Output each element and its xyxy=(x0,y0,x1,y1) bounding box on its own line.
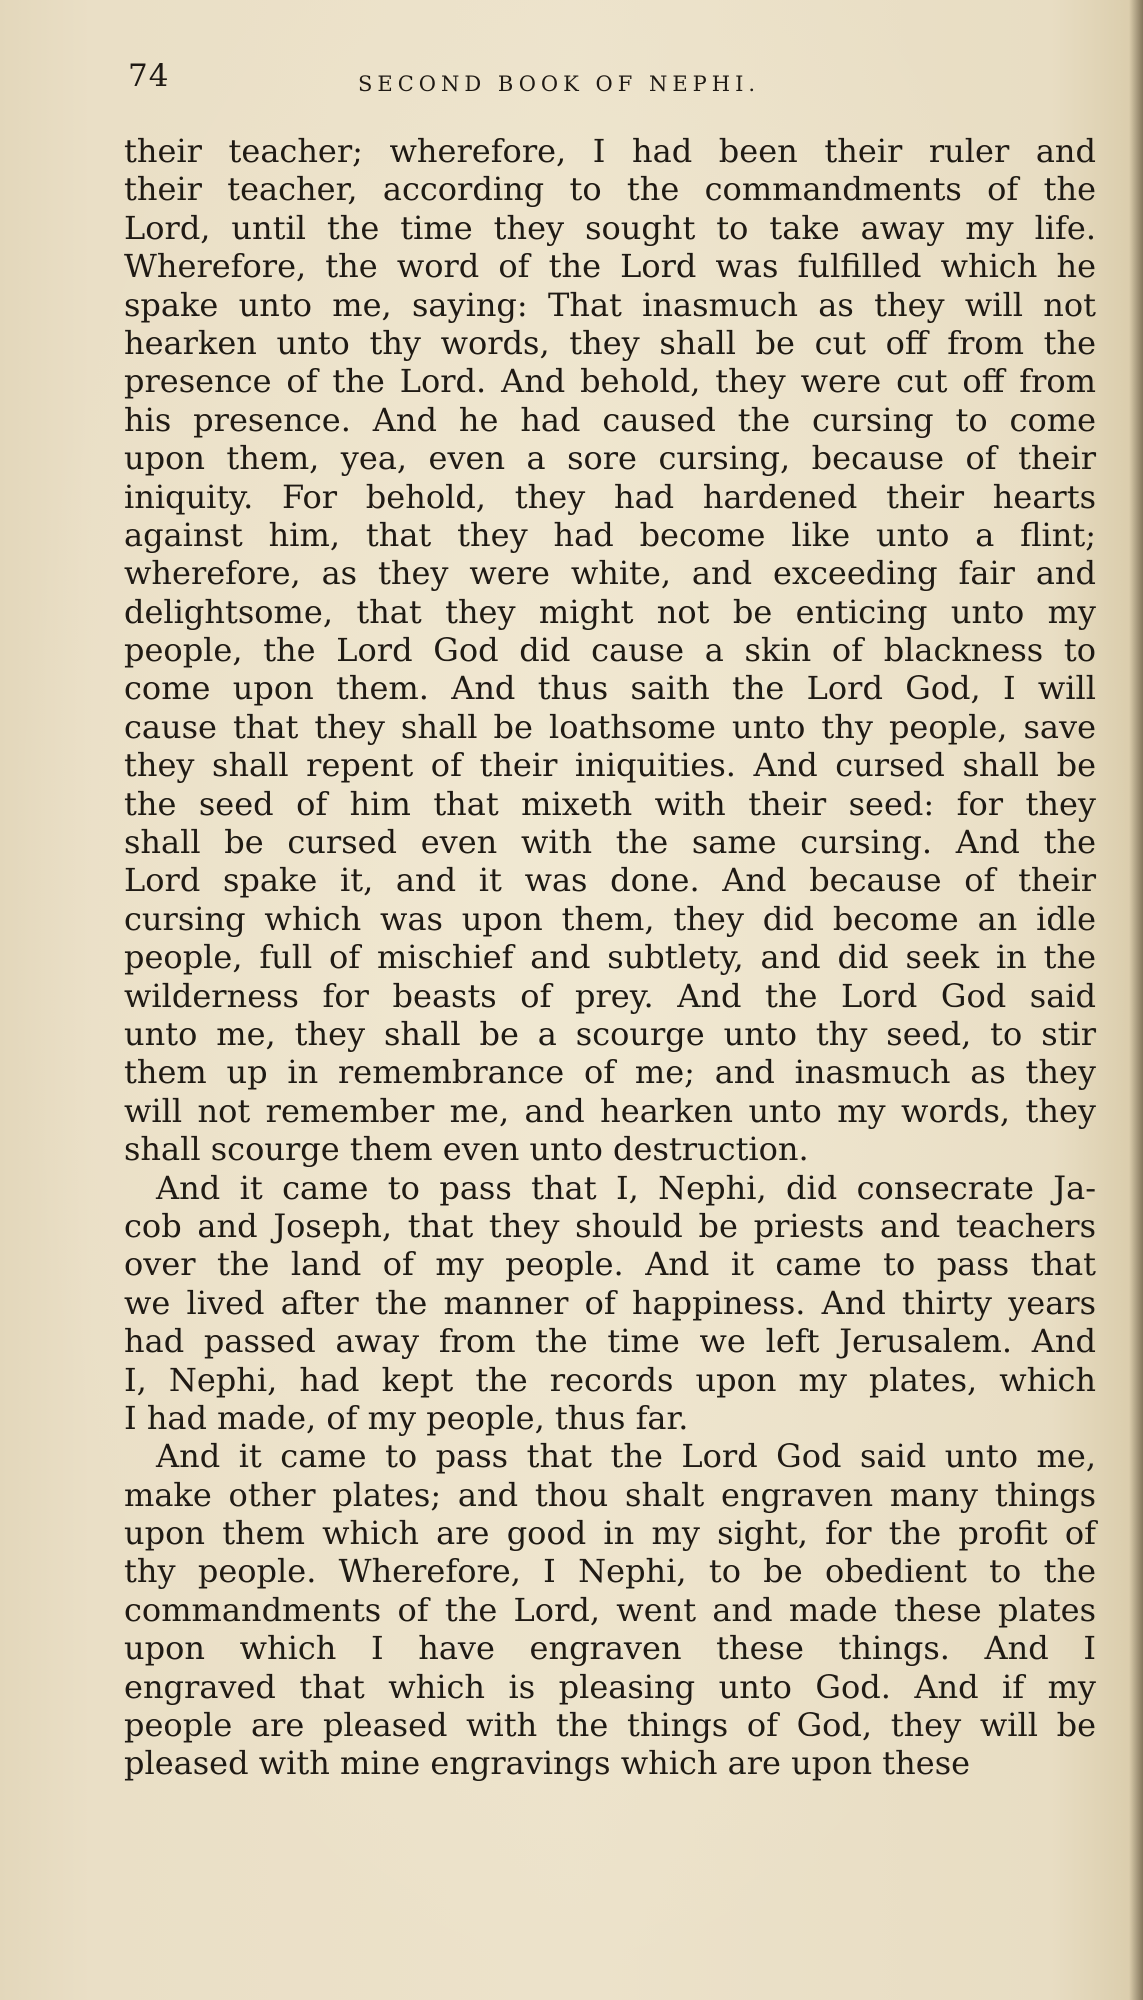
text-line: they shall repent of their iniquities. And cursed shall be xyxy=(124,746,1096,785)
text-line: shall be cursed even with the same cursing. And the xyxy=(124,823,1096,862)
text-line: upon them which are good in my sight, for the profit of xyxy=(124,1514,1096,1553)
text-line: hearken unto thy words, they shall be cut off from the xyxy=(124,323,1096,362)
text-line: over the land of my people. And it came to pass that xyxy=(124,1245,1096,1284)
text-line: thy people. Wherefore, I Nephi, to be obedient to the xyxy=(124,1552,1096,1591)
text-line: upon them, yea, even a sore cursing, because of their xyxy=(124,439,1096,478)
running-head: SECOND BOOK OF NEPHI. xyxy=(358,72,761,96)
paragraph xyxy=(124,1437,1096,1783)
text-line: them up in remembrance of me; and inasmuch as they xyxy=(124,1053,1096,1092)
text-line: presence of the Lord. And behold, they were cut off from xyxy=(124,362,1096,401)
text-line: people, the Lord God did cause a skin of blackness to xyxy=(124,631,1096,670)
text-line: delightsome, that they might not be enticing unto my xyxy=(124,592,1096,631)
text-line: upon which I have engraven these things. And I xyxy=(124,1629,1096,1668)
text-line: their teacher, according to the commandments of the xyxy=(124,170,1096,209)
text-line: iniquity. For behold, they had hardened their hearts xyxy=(124,477,1096,516)
text-line: And it came to pass that I, Nephi, did consecrate Ja- xyxy=(156,1168,1096,1207)
text-line: I, Nephi, had kept the records upon my plates, which xyxy=(124,1360,1096,1399)
text-line: had passed away from the time we left Jerusalem. And xyxy=(124,1322,1096,1361)
text-line: his presence. And he had caused the cursing to come xyxy=(124,400,1096,439)
text-line: pleased with mine engravings which are upon these xyxy=(124,1744,971,1783)
text-line: people, full of mischief and subtlety, and did seek in the xyxy=(124,938,1096,977)
text-line: shall scourge them even unto destruction. xyxy=(124,1130,809,1169)
text-line: engraved that which is pleasing unto God. And if my xyxy=(124,1667,1096,1706)
text-line: come upon them. And thus saith the Lord God, I will xyxy=(124,669,1096,708)
page-number: 74 xyxy=(128,58,170,94)
text-line: commandments of the Lord, went and made these plates xyxy=(124,1590,1096,1629)
text-line: Wherefore, the word of the Lord was fulfilled which he xyxy=(124,247,1096,286)
text-line: cursing which was upon them, they did become an idle xyxy=(124,899,1096,938)
text-line: spake unto me, saying: That inasmuch as they will not xyxy=(124,285,1096,324)
text-line: make other plates; and thou shalt engraven many things xyxy=(124,1475,1096,1514)
text-line: we lived after the manner of happiness. And thirty years xyxy=(124,1283,1096,1322)
text-line: Lord spake it, and it was done. And because of their xyxy=(124,861,1096,900)
text-line: cause that they shall be loathsome unto thy people, save xyxy=(124,707,1096,746)
text-line: will not remember me, and hearken unto my words, they xyxy=(124,1091,1096,1130)
text-line: And it came to pass that the Lord God said unto me, xyxy=(156,1437,1096,1476)
paragraph xyxy=(124,1169,1096,1438)
text-line: against him, that they had become like unto a flint; xyxy=(124,515,1096,554)
text-line: Lord, until the time they sought to take away my life. xyxy=(124,208,1096,247)
text-line: wilderness for beasts of prey. And the Lord God said xyxy=(124,976,1096,1015)
text-line: wherefore, as they were white, and exceeding fair and xyxy=(124,554,1096,593)
text-line: unto me, they shall be a scourge unto thy seed, to stir xyxy=(124,1014,1096,1053)
text-line: their teacher; wherefore, I had been their ruler and xyxy=(124,132,1096,170)
text-line: people are pleased with the things of God, they will be xyxy=(124,1706,1096,1745)
paragraph xyxy=(124,132,1096,1169)
page-header xyxy=(128,58,1088,108)
text-line: I had made, of my people, thus far. xyxy=(124,1398,689,1437)
text-line: cob and Joseph, that they should be priests and teachers xyxy=(124,1206,1096,1245)
body-text xyxy=(124,132,1096,1783)
page-edge-shadow xyxy=(1129,0,1143,2000)
text-line: the seed of him that mixeth with their seed: for they xyxy=(124,784,1096,823)
